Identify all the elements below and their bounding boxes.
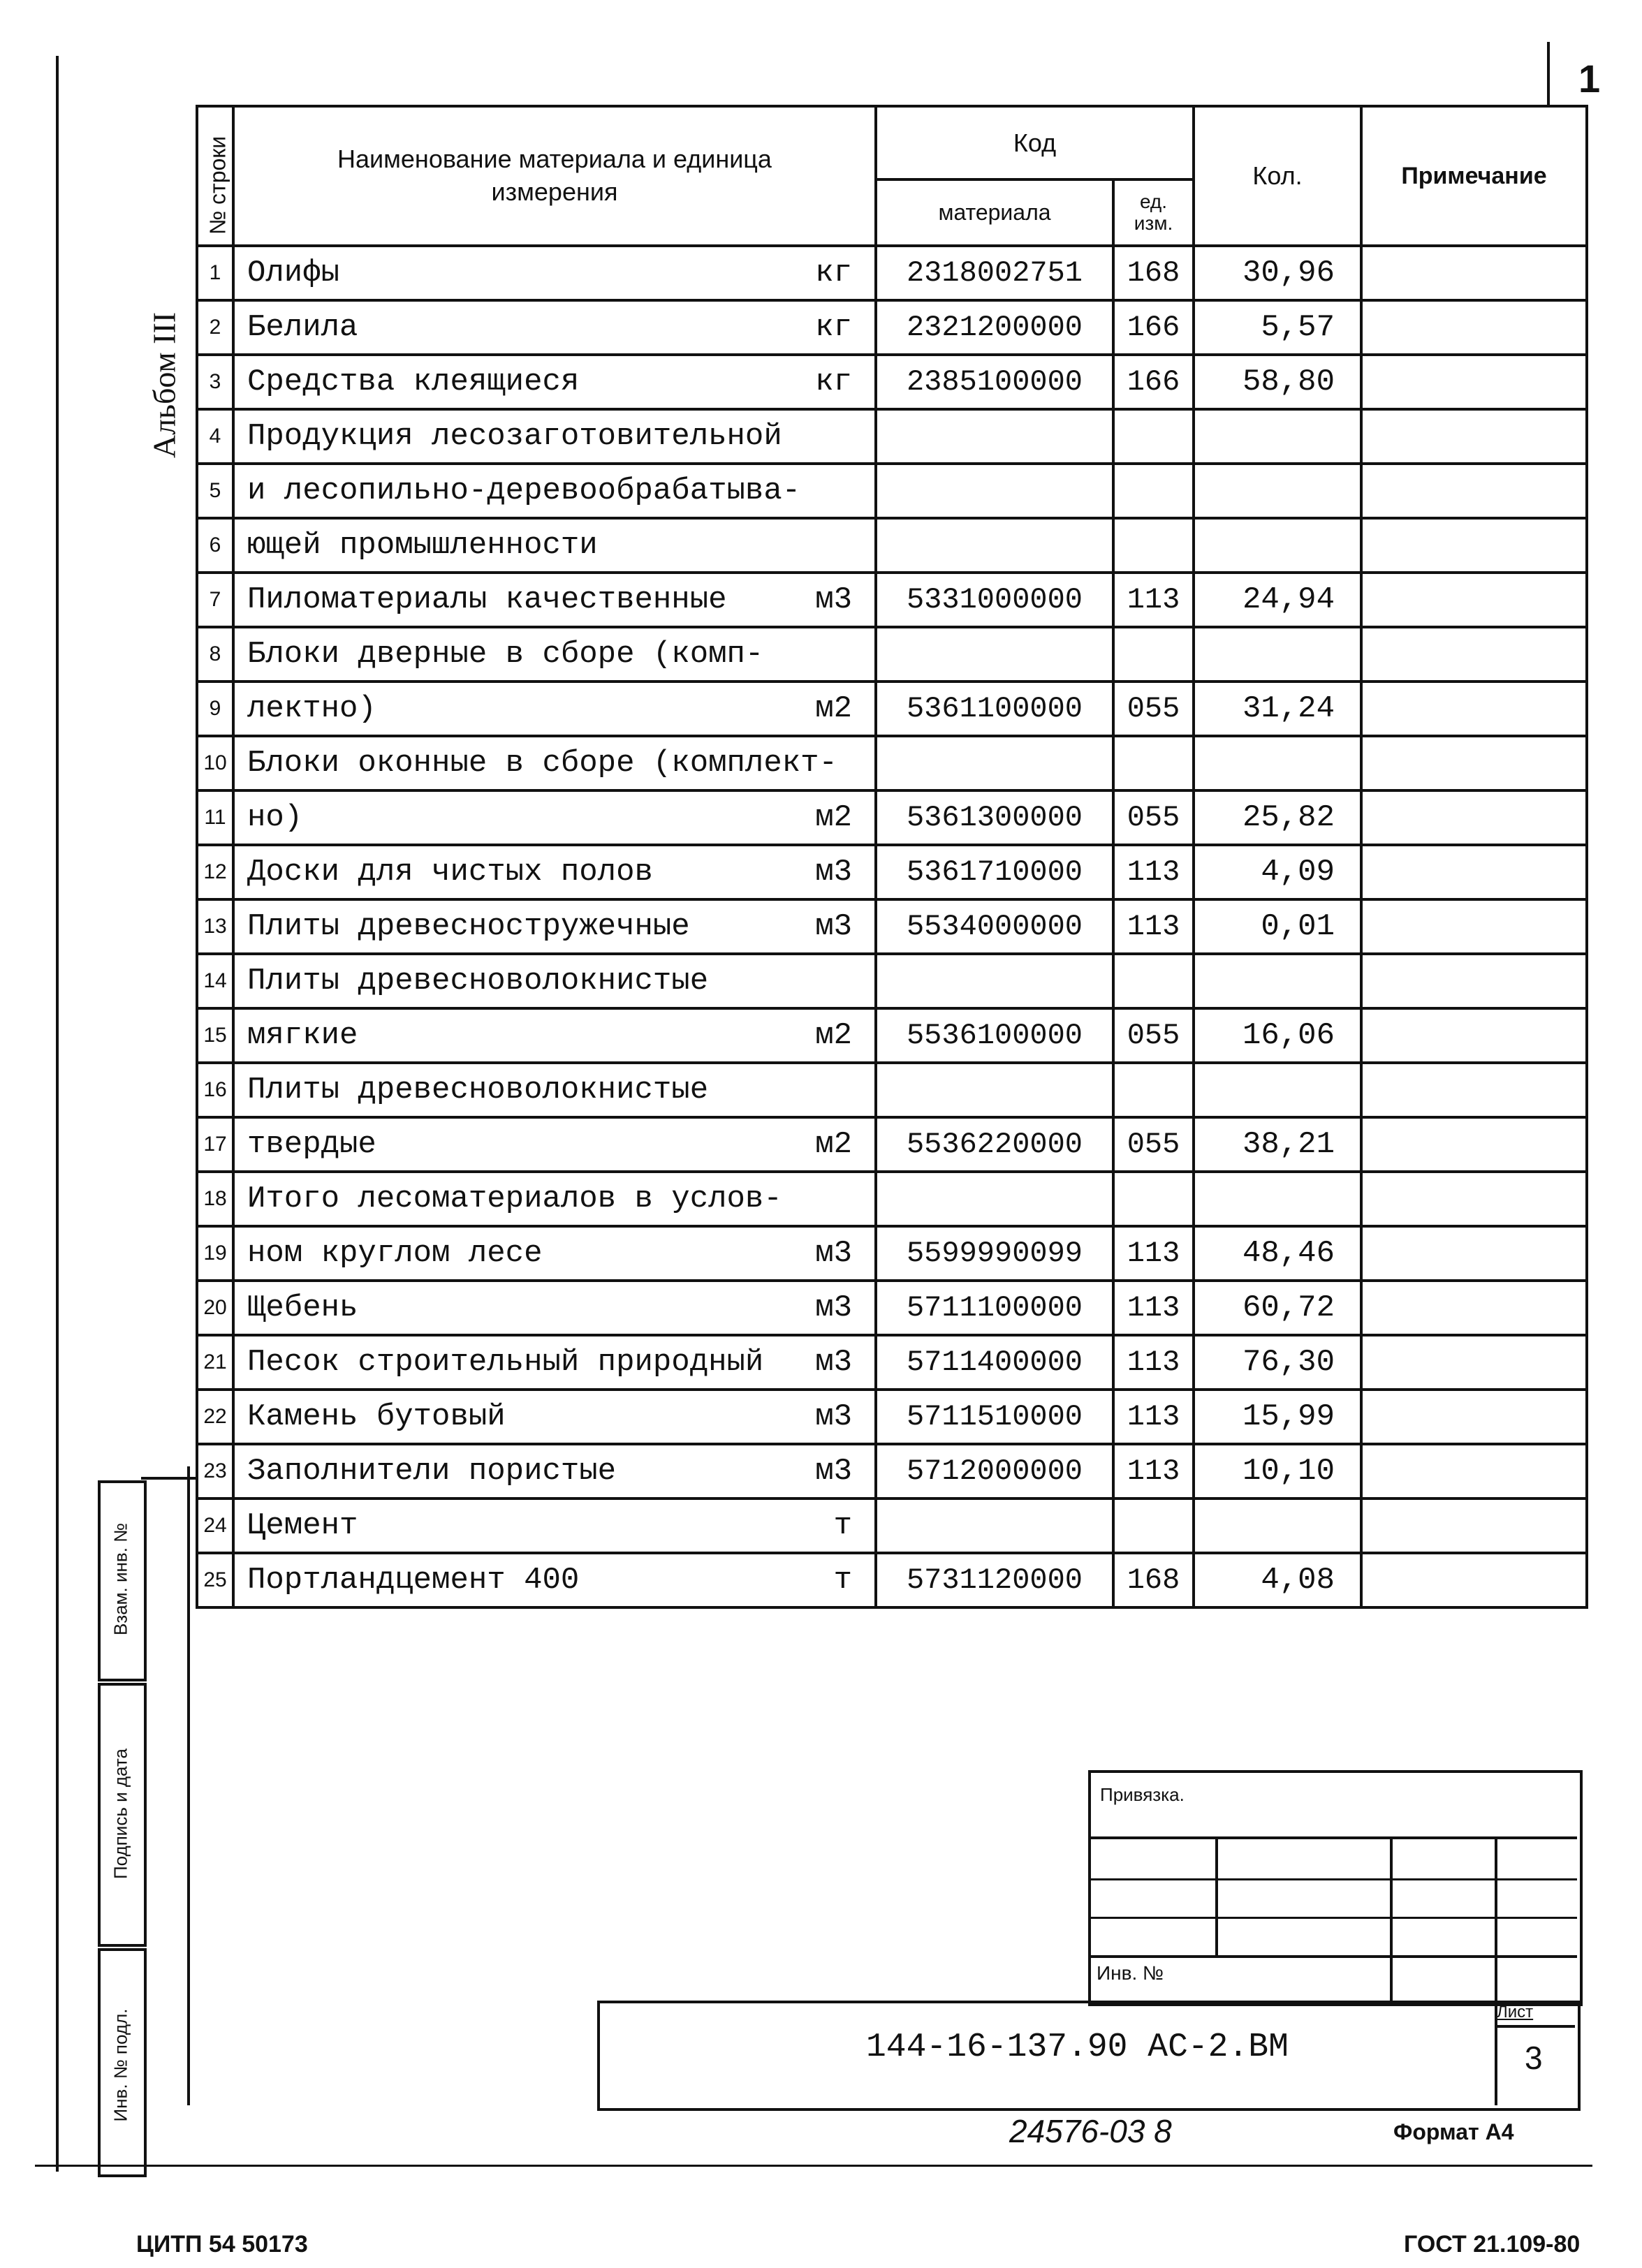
row-name bbox=[233, 355, 876, 409]
materials-table bbox=[196, 105, 1588, 1609]
row-unit-code bbox=[1113, 736, 1194, 790]
row-measure-unit: м3 bbox=[815, 1236, 852, 1271]
row-note bbox=[1361, 627, 1587, 682]
sheet-number: 3 bbox=[1525, 2040, 1543, 2076]
row-measure-unit: м3 bbox=[815, 855, 852, 890]
binding-col-2 bbox=[1390, 1836, 1393, 2001]
row-qty: 58,80 bbox=[1194, 355, 1361, 409]
row-code: 5536220000 bbox=[876, 1117, 1113, 1172]
row-unit-code bbox=[1113, 954, 1194, 1008]
row-name bbox=[233, 1281, 876, 1335]
row-measure-unit: м3 bbox=[815, 582, 852, 617]
header-qty: Кол. bbox=[1194, 106, 1361, 246]
table-row bbox=[197, 1553, 1587, 1607]
table-row bbox=[197, 790, 1587, 845]
row-name-text: Плиты древесноволокнистые bbox=[247, 964, 709, 999]
row-code bbox=[876, 409, 1113, 464]
row-code: 5711510000 bbox=[876, 1390, 1113, 1444]
row-unit-code bbox=[1113, 1063, 1194, 1117]
row-number: 13 bbox=[197, 899, 233, 954]
row-measure-unit: м3 bbox=[815, 909, 852, 944]
row-number: 22 bbox=[197, 1390, 233, 1444]
footer-left: ЦИТП 54 50173 bbox=[136, 2231, 308, 2258]
row-measure-unit: т bbox=[833, 1508, 852, 1543]
row-code: 5331000000 bbox=[876, 573, 1113, 627]
table-row bbox=[197, 1117, 1587, 1172]
row-name-text: Пиломатериалы качественные bbox=[247, 582, 727, 617]
row-unit-code: 055 bbox=[1113, 1117, 1194, 1172]
row-code: 2385100000 bbox=[876, 355, 1113, 409]
table-row bbox=[197, 1281, 1587, 1335]
row-number: 8 bbox=[197, 627, 233, 682]
row-measure-unit: м3 bbox=[815, 1290, 852, 1325]
table-row bbox=[197, 1498, 1587, 1553]
row-name-text: Продукция лесозаготовительной bbox=[247, 419, 782, 454]
table-row bbox=[197, 573, 1587, 627]
table-row bbox=[197, 1008, 1587, 1063]
row-name bbox=[233, 1390, 876, 1444]
row-name-text: Щебень bbox=[247, 1290, 358, 1325]
row-name bbox=[233, 1498, 876, 1553]
row-name-text: Белила bbox=[247, 310, 358, 345]
row-name-text: лектно) bbox=[247, 691, 376, 726]
row-unit-code: 055 bbox=[1113, 790, 1194, 845]
album-label bbox=[140, 293, 189, 475]
row-code: 5536100000 bbox=[876, 1008, 1113, 1063]
table-row bbox=[197, 627, 1587, 682]
table-row bbox=[197, 736, 1587, 790]
row-name bbox=[233, 736, 876, 790]
row-qty bbox=[1194, 1063, 1361, 1117]
binding-line-3 bbox=[1088, 1917, 1577, 1919]
row-unit-code: 166 bbox=[1113, 355, 1194, 409]
row-code bbox=[876, 518, 1113, 573]
row-number: 7 bbox=[197, 573, 233, 627]
row-note bbox=[1361, 954, 1587, 1008]
row-name bbox=[233, 682, 876, 736]
row-qty: 60,72 bbox=[1194, 1281, 1361, 1335]
row-code bbox=[876, 1498, 1113, 1553]
row-note bbox=[1361, 1226, 1587, 1281]
row-measure-unit: кг bbox=[815, 256, 852, 290]
row-name-text: мягкие bbox=[247, 1018, 358, 1053]
row-unit-code: 113 bbox=[1113, 899, 1194, 954]
header-name-text: Наименование материала и единица измерения bbox=[337, 145, 772, 206]
row-number: 5 bbox=[197, 464, 233, 518]
row-code bbox=[876, 464, 1113, 518]
table-row bbox=[197, 1063, 1587, 1117]
row-measure-unit: м3 bbox=[815, 1345, 852, 1380]
row-name-text: но) bbox=[247, 800, 303, 835]
row-code: 5712000000 bbox=[876, 1444, 1113, 1498]
row-qty: 48,46 bbox=[1194, 1226, 1361, 1281]
row-name bbox=[233, 790, 876, 845]
album-text: Альбом III bbox=[146, 311, 182, 459]
row-number: 6 bbox=[197, 518, 233, 573]
row-qty bbox=[1194, 736, 1361, 790]
side-box-inv-podl bbox=[98, 1948, 147, 2177]
row-qty: 24,94 bbox=[1194, 573, 1361, 627]
row-code: 5599990099 bbox=[876, 1226, 1113, 1281]
row-number: 15 bbox=[197, 1008, 233, 1063]
row-note bbox=[1361, 899, 1587, 954]
row-measure-unit: м3 bbox=[815, 1399, 852, 1434]
row-unit-code: 166 bbox=[1113, 300, 1194, 355]
row-name-text: ном круглом лесе bbox=[247, 1236, 543, 1271]
row-name bbox=[233, 518, 876, 573]
row-unit-code bbox=[1113, 1172, 1194, 1226]
row-note bbox=[1361, 1553, 1587, 1607]
row-qty: 4,08 bbox=[1194, 1553, 1361, 1607]
bottom-rule bbox=[35, 2165, 1592, 2167]
table-row bbox=[197, 845, 1587, 899]
row-name-text: Песок строительный природный bbox=[247, 1345, 764, 1380]
row-name-text: Доски для чистых полов bbox=[247, 855, 653, 890]
row-note bbox=[1361, 1063, 1587, 1117]
row-qty: 15,99 bbox=[1194, 1390, 1361, 1444]
footer-right: ГОСТ 21.109-80 bbox=[1404, 2231, 1581, 2258]
row-qty: 25,82 bbox=[1194, 790, 1361, 845]
row-name-text: Камень бутовый bbox=[247, 1399, 506, 1434]
row-number: 25 bbox=[197, 1553, 233, 1607]
row-name-text: Олифы bbox=[247, 256, 340, 290]
side-box-podpis bbox=[98, 1683, 147, 1947]
row-name bbox=[233, 464, 876, 518]
row-note bbox=[1361, 1008, 1587, 1063]
row-qty bbox=[1194, 518, 1361, 573]
row-number: 21 bbox=[197, 1335, 233, 1390]
row-number: 1 bbox=[197, 246, 233, 300]
row-name bbox=[233, 246, 876, 300]
row-number: 11 bbox=[197, 790, 233, 845]
row-code: 2318002751 bbox=[876, 246, 1113, 300]
table-row bbox=[197, 355, 1587, 409]
row-name-text: Блоки дверные в сборе (комп- bbox=[247, 637, 764, 672]
row-unit-code: 113 bbox=[1113, 845, 1194, 899]
row-qty bbox=[1194, 464, 1361, 518]
row-name-text: Плиты древесноволокнистые bbox=[247, 1073, 709, 1107]
row-code: 5711400000 bbox=[876, 1335, 1113, 1390]
row-qty: 10,10 bbox=[1194, 1444, 1361, 1498]
row-unit-code: 113 bbox=[1113, 1444, 1194, 1498]
table-row bbox=[197, 682, 1587, 736]
row-code bbox=[876, 1063, 1113, 1117]
row-code bbox=[876, 954, 1113, 1008]
row-note bbox=[1361, 300, 1587, 355]
row-number: 19 bbox=[197, 1226, 233, 1281]
row-code: 5731120000 bbox=[876, 1553, 1113, 1607]
row-note bbox=[1361, 464, 1587, 518]
frame-left-border bbox=[56, 56, 59, 2172]
page-corner-number: 1 bbox=[1578, 57, 1601, 101]
row-code bbox=[876, 736, 1113, 790]
table-row bbox=[197, 899, 1587, 954]
binding-label: Привязка. bbox=[1100, 1784, 1185, 1805]
row-number: 3 bbox=[197, 355, 233, 409]
row-name-text: Средства клеящиеся bbox=[247, 364, 580, 399]
row-unit-code: 168 bbox=[1113, 246, 1194, 300]
row-measure-unit: м3 bbox=[815, 1454, 852, 1489]
row-qty bbox=[1194, 1172, 1361, 1226]
table-row bbox=[197, 1172, 1587, 1226]
row-name-text: твердые bbox=[247, 1127, 376, 1162]
row-note bbox=[1361, 845, 1587, 899]
row-note bbox=[1361, 736, 1587, 790]
row-note bbox=[1361, 1390, 1587, 1444]
row-code bbox=[876, 1172, 1113, 1226]
row-name bbox=[233, 899, 876, 954]
header-name bbox=[233, 106, 876, 246]
row-qty: 31,24 bbox=[1194, 682, 1361, 736]
row-qty: 0,01 bbox=[1194, 899, 1361, 954]
row-unit-code: 055 bbox=[1113, 1008, 1194, 1063]
row-code: 5361710000 bbox=[876, 845, 1113, 899]
row-qty bbox=[1194, 409, 1361, 464]
header-note: Примечание bbox=[1361, 106, 1587, 246]
row-measure-unit: м2 bbox=[815, 1018, 852, 1053]
row-unit-code: 113 bbox=[1113, 1390, 1194, 1444]
row-unit-code bbox=[1113, 464, 1194, 518]
row-unit-code bbox=[1113, 627, 1194, 682]
stamp-divider bbox=[187, 1466, 190, 2105]
row-number: 24 bbox=[197, 1498, 233, 1553]
sheet-label: Лист bbox=[1497, 2003, 1534, 2022]
row-name-text: Портландцемент 400 bbox=[247, 1563, 580, 1598]
row-code: 5534000000 bbox=[876, 899, 1113, 954]
row-note bbox=[1361, 355, 1587, 409]
binding-line-1 bbox=[1088, 1836, 1577, 1839]
row-name bbox=[233, 409, 876, 464]
row-measure-unit: т bbox=[833, 1563, 852, 1598]
side-podpis-text: Подпись и дата bbox=[110, 1748, 131, 1880]
row-name bbox=[233, 627, 876, 682]
row-code: 2321200000 bbox=[876, 300, 1113, 355]
format-label: Формат А4 bbox=[1393, 2119, 1514, 2144]
table-row bbox=[197, 464, 1587, 518]
row-name-text: Цемент bbox=[247, 1508, 358, 1543]
row-unit-code: 055 bbox=[1113, 682, 1194, 736]
row-measure-unit: м2 bbox=[815, 1127, 852, 1162]
row-note bbox=[1361, 1335, 1587, 1390]
header-code-material: материала bbox=[876, 179, 1113, 246]
row-unit-code bbox=[1113, 518, 1194, 573]
header-code-unit: ед. изм. bbox=[1113, 179, 1194, 246]
row-name bbox=[233, 1008, 876, 1063]
table-row bbox=[197, 1444, 1587, 1498]
row-qty: 5,57 bbox=[1194, 300, 1361, 355]
row-number: 12 bbox=[197, 845, 233, 899]
row-number: 23 bbox=[197, 1444, 233, 1498]
row-unit-code: 113 bbox=[1113, 1335, 1194, 1390]
row-name-text: ющей промышленности bbox=[247, 528, 598, 563]
row-number: 10 bbox=[197, 736, 233, 790]
row-number: 17 bbox=[197, 1117, 233, 1172]
row-note bbox=[1361, 1498, 1587, 1553]
row-name-text: Плиты древесностружечные bbox=[247, 909, 690, 944]
header-row-no bbox=[197, 106, 233, 246]
row-note bbox=[1361, 246, 1587, 300]
row-name bbox=[233, 1172, 876, 1226]
row-unit-code bbox=[1113, 409, 1194, 464]
row-name bbox=[233, 1444, 876, 1498]
row-number: 14 bbox=[197, 954, 233, 1008]
row-number: 20 bbox=[197, 1281, 233, 1335]
row-number: 18 bbox=[197, 1172, 233, 1226]
binding-col-3 bbox=[1495, 1836, 1497, 2001]
row-name bbox=[233, 1226, 876, 1281]
table-row bbox=[197, 246, 1587, 300]
table-row bbox=[197, 300, 1587, 355]
row-name bbox=[233, 1553, 876, 1607]
row-qty: 76,30 bbox=[1194, 1335, 1361, 1390]
row-note bbox=[1361, 1117, 1587, 1172]
side-vzam-text: Взам. инв. № bbox=[110, 1522, 131, 1636]
row-unit-code: 113 bbox=[1113, 1281, 1194, 1335]
row-measure-unit: м2 bbox=[815, 691, 852, 726]
row-number: 2 bbox=[197, 300, 233, 355]
row-name bbox=[233, 300, 876, 355]
row-note bbox=[1361, 1444, 1587, 1498]
header-row-no-text: № строки bbox=[205, 135, 230, 235]
row-qty bbox=[1194, 627, 1361, 682]
table-row bbox=[197, 1390, 1587, 1444]
row-code: 5361300000 bbox=[876, 790, 1113, 845]
row-note bbox=[1361, 409, 1587, 464]
row-code bbox=[876, 627, 1113, 682]
row-number: 4 bbox=[197, 409, 233, 464]
row-name bbox=[233, 845, 876, 899]
row-qty bbox=[1194, 954, 1361, 1008]
table-row bbox=[197, 409, 1587, 464]
row-unit-code bbox=[1113, 1498, 1194, 1553]
stamp-divider-h bbox=[141, 1477, 197, 1480]
row-name bbox=[233, 1117, 876, 1172]
row-qty: 16,06 bbox=[1194, 1008, 1361, 1063]
row-code: 5711100000 bbox=[876, 1281, 1113, 1335]
binding-col-1 bbox=[1215, 1836, 1218, 1955]
row-note bbox=[1361, 573, 1587, 627]
row-number: 9 bbox=[197, 682, 233, 736]
row-qty: 38,21 bbox=[1194, 1117, 1361, 1172]
row-name-text: и лесопильно-деревообрабатыва- bbox=[247, 473, 801, 508]
binding-line-2 bbox=[1088, 1878, 1577, 1880]
row-qty: 30,96 bbox=[1194, 246, 1361, 300]
row-unit-code: 168 bbox=[1113, 1553, 1194, 1607]
row-note bbox=[1361, 1172, 1587, 1226]
row-note bbox=[1361, 1281, 1587, 1335]
row-name bbox=[233, 573, 876, 627]
side-inv-podl-text: Инв. № подл. bbox=[110, 2008, 131, 2122]
document-code: 144-16-137.90 АС-2.ВМ bbox=[866, 2028, 1289, 2066]
handwritten-number: 24576-03 8 bbox=[1009, 2113, 1172, 2149]
table-row bbox=[197, 1226, 1587, 1281]
row-name-text: Заполнители пористые bbox=[247, 1454, 617, 1489]
table-row bbox=[197, 518, 1587, 573]
row-qty: 4,09 bbox=[1194, 845, 1361, 899]
row-measure-unit: м2 bbox=[815, 800, 852, 835]
table-row bbox=[197, 954, 1587, 1008]
row-unit-code: 113 bbox=[1113, 1226, 1194, 1281]
row-name-text: Блоки оконные в сборе (комплект- bbox=[247, 746, 837, 781]
row-note bbox=[1361, 682, 1587, 736]
row-name bbox=[233, 1335, 876, 1390]
table-row bbox=[197, 1335, 1587, 1390]
row-note bbox=[1361, 518, 1587, 573]
binding-line-4 bbox=[1088, 1955, 1577, 1958]
frame-corner-tick bbox=[1547, 42, 1550, 105]
row-code: 5361100000 bbox=[876, 682, 1113, 736]
row-name bbox=[233, 1063, 876, 1117]
side-stamp bbox=[98, 1480, 189, 2122]
row-qty bbox=[1194, 1498, 1361, 1553]
side-box-vzam bbox=[98, 1480, 147, 1681]
row-name-text: Итого лесоматериалов в услов- bbox=[247, 1181, 782, 1216]
sheet-divider bbox=[1495, 2025, 1575, 2028]
table-body bbox=[197, 246, 1587, 1607]
row-number: 16 bbox=[197, 1063, 233, 1117]
row-measure-unit: кг bbox=[815, 364, 852, 399]
header-code-group: Код bbox=[876, 106, 1194, 179]
row-measure-unit: кг bbox=[815, 310, 852, 345]
row-unit-code: 113 bbox=[1113, 573, 1194, 627]
row-note bbox=[1361, 790, 1587, 845]
inv-no-label: Инв. № bbox=[1097, 1962, 1164, 1984]
row-name bbox=[233, 954, 876, 1008]
